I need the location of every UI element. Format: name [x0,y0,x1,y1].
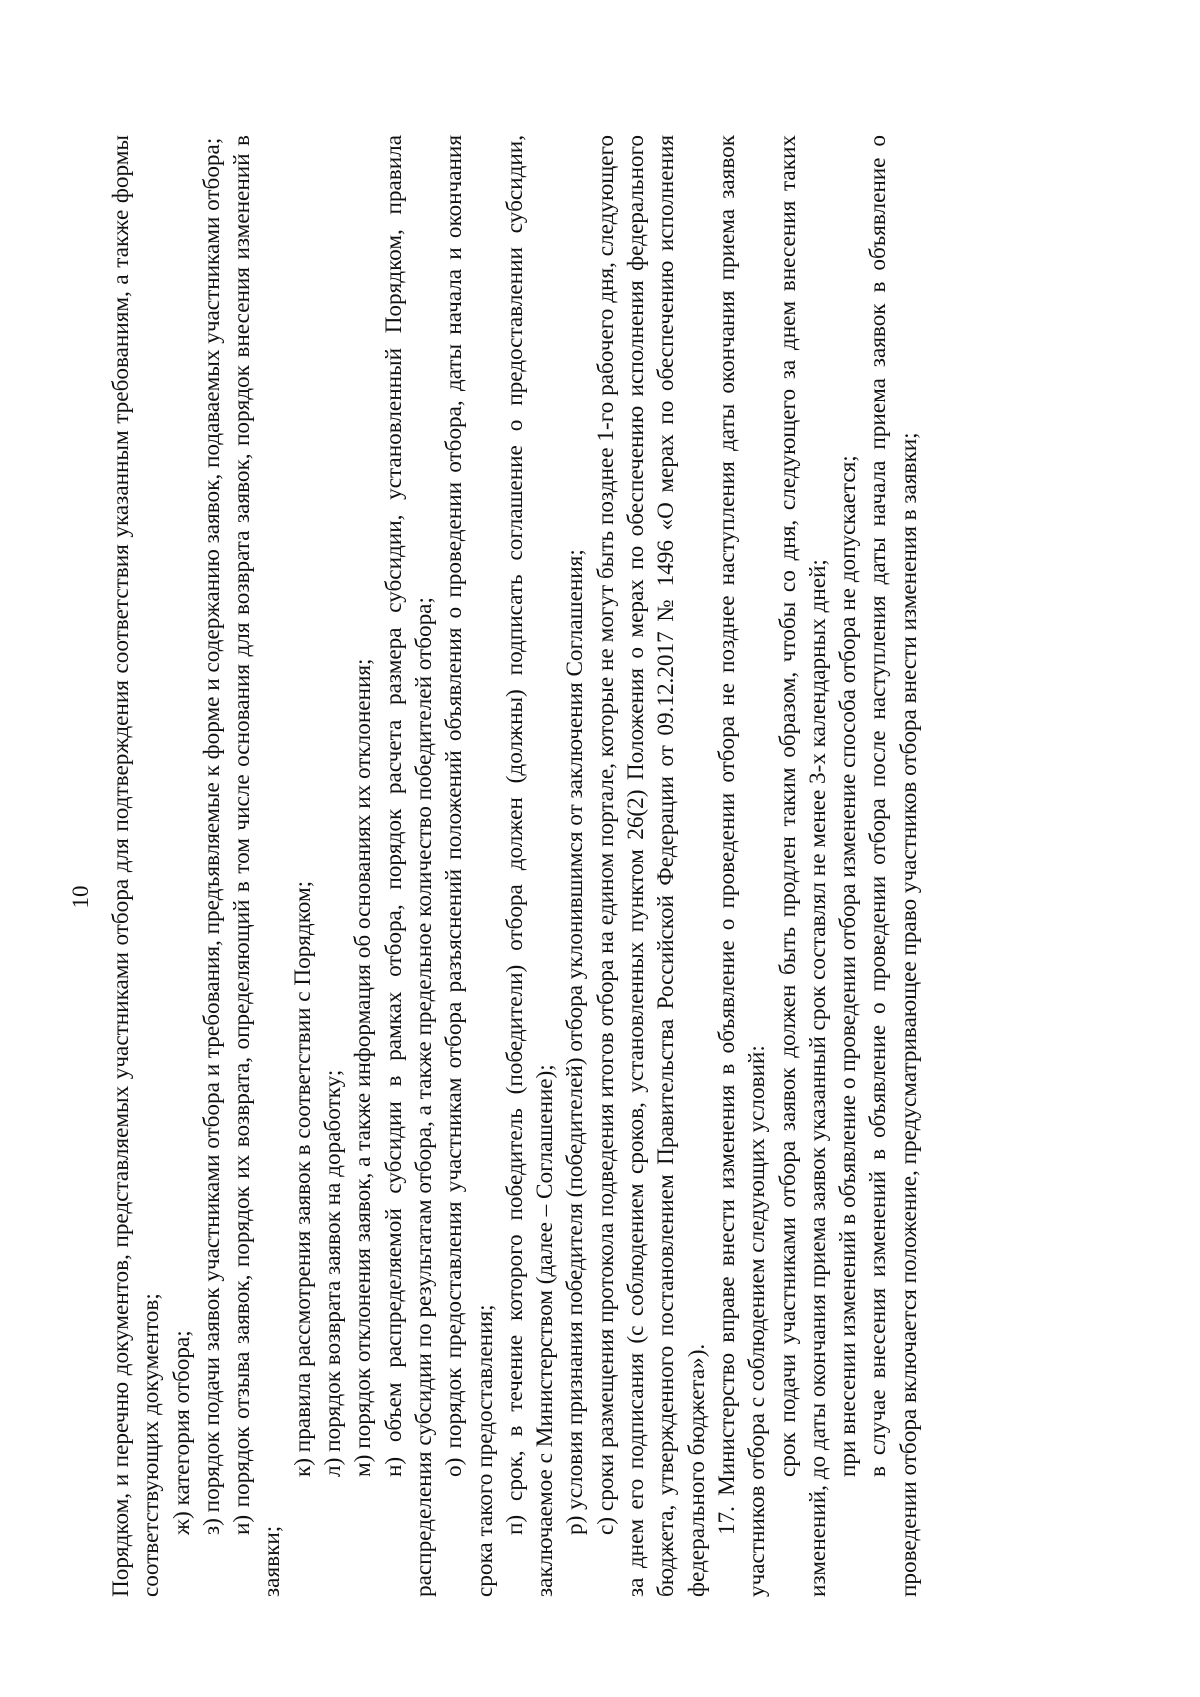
paragraph-item-o: о) порядок предоставления участникам отбора разъяснений положений объявления о проведении отбора, даты начала и окончания срока такого предоставления; [441,135,498,1597]
paragraph-requirements-docs: Порядком, и перечню документов, представляемых участниками отбора для подтверждения соответствия указанным требованиям, а также формы соответствующих документов; [108,135,165,1597]
paragraph-amend-applications: в случае внесения изменений в объявление о проведении отбора после наступления даты начала приема заявок в объявление о проведении отбора включается положение, предусматривающее право участников отбора внести изменения в заявки; [865,135,922,1597]
paragraph-item-zh: ж) категория отбора; [168,1330,195,1535]
paragraph-item-s: с) сроки размещения протокола подведения итогов отбора на едином портале, которые не могут быть позднее 1-го рабочего дня, следующего за днем его подписания (с соблюдением сроков, установленных пунктом 26(2) Положения о мерах по обеспечению исполнения федерального бюджета, утвержденного постановлением Правительства Российской Федерации от 09.12.2017 № 1496 «О мерах по обеспечению исполнения федерального бюджета»). [592,135,710,1597]
paragraph-item-n: н) объем распределяемой субсидии в рамках отбора, порядок расчета размера субсидии, установленный Порядком, правила распределения субсидии по результатам отбора, а также предельное количество победителей отбора; [380,135,437,1597]
paragraph-deadline-extension: срок подачи участниками отбора заявок должен быть продлен таким образом, чтобы со дня, следующего за днем внесения таких изменений, до даты окончания приема заявок указанный срок составлял не менее 3-х календарных дней; [774,135,831,1597]
paragraph-clause-17: 17. Министерство вправе внести изменения в объявление о проведении отбора не позднее наступления даты окончания приема заявок участников отбора с соблюдением следующих условий: [713,135,771,1597]
page-number: 10 [68,885,93,909]
paragraph-item-z: з) порядок подачи заявок участниками отбора и требования, предъявляемые к форме и содержанию заявок, подаваемых участниками отбора; [198,137,225,1535]
paragraph-item-p: п) срок, в течение которого победитель (победители) отбора должен (должны) подписать соглашение о предоставлении субсидии, заключаемое с Министерством (далее – Соглашение); [501,135,559,1597]
paragraph-item-k: к) правила рассмотрения заявок в соответствии с Порядком; [289,880,316,1477]
paragraph-item-m: м) порядок отклонения заявок, а также информация об основаниях их отклонения; [350,658,377,1477]
rotated-page [0,97,1200,1697]
paragraph-item-l: л) порядок возврата заявок на доработку; [320,1069,347,1477]
paragraph-method-change: при внесении изменений в объявление о проведении отбора изменение способа отбора не допускается; [835,455,862,1477]
paragraph-item-i: и) порядок отзыва заявок, порядок их возврата, определяющий в том числе основания для возврата заявок, порядок внесения изменений в заявки; [229,135,286,1597]
paragraph-item-r: р) условия признания победителя (победителей) отбора уклонившимся от заключения Соглашения; [562,549,589,1535]
document-body [106,135,924,1597]
